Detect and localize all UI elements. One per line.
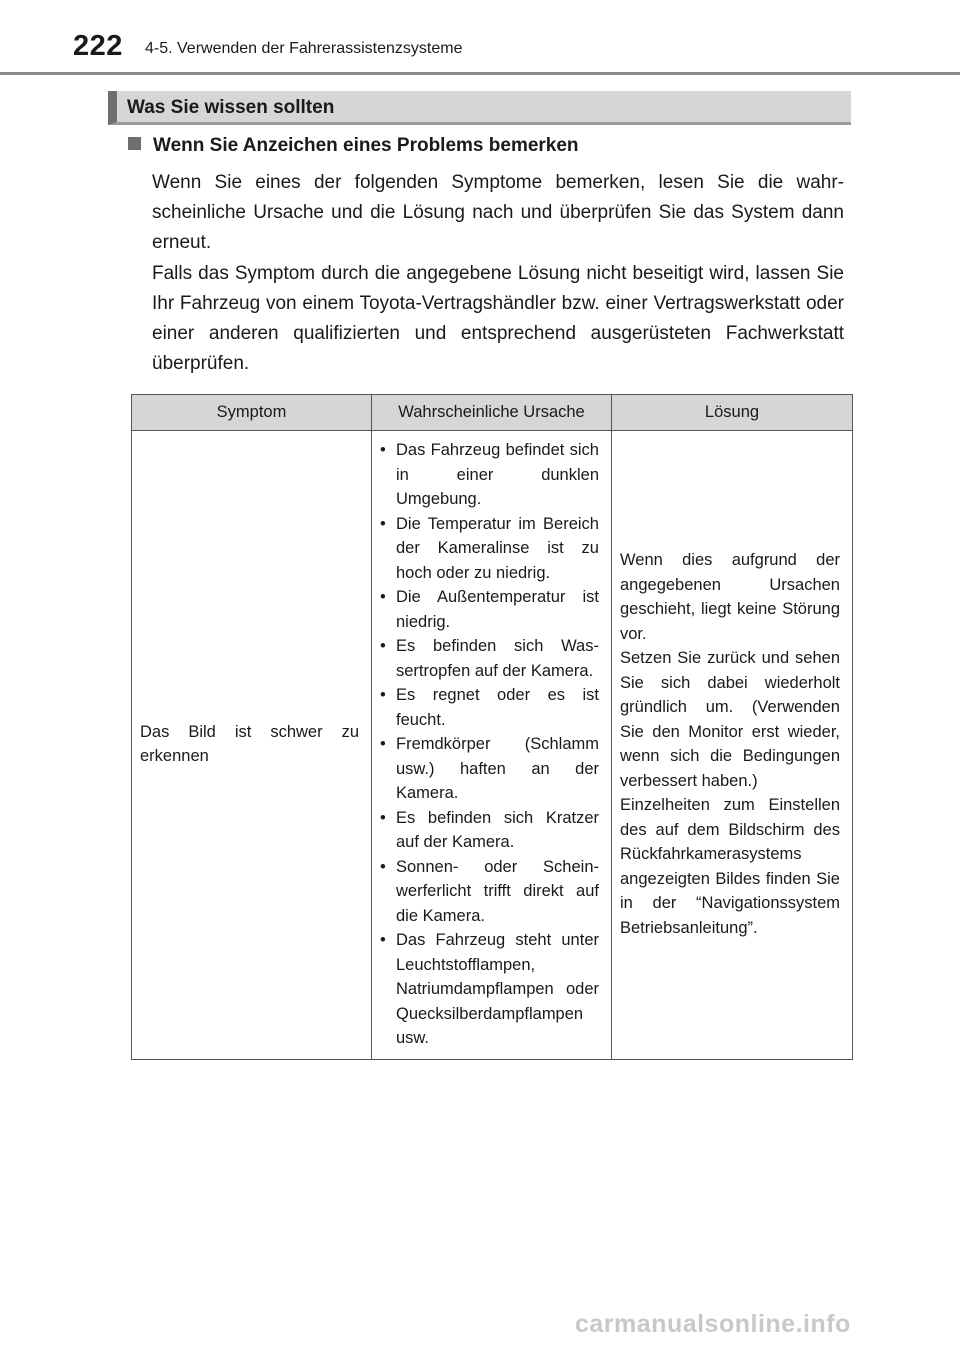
cause-list [380,438,599,1051]
list-item: • Sonnen- oder Scheinwerferlicht trifft direkt auf die Kamera. [380,855,599,929]
solution-text: Einzelheiten zum Einstellen des auf dem Bildschirm des Rückfahrkamerasystems angezeigten Bildes finden Sie in der “Navigationssystem Betriebsanleitung”. [620,796,840,937]
list-item: • Das Fahrzeug steht unter Leuchtstofflampen, Natriumdampflampen oder Quecksilberdampflampen usw. [380,928,599,1051]
list-item: • Die Temperatur im Bereich der Kameralinse ist zu hoch oder zu niedrig. [380,512,599,586]
list-item: • Fremdkörper (Schlamm usw.) haften an der Kamera. [380,732,599,806]
list-item: • Die Außentemperatur ist niedrig. [380,585,599,634]
section-title: Was Sie wissen sollten [127,97,335,118]
section-header [108,91,851,125]
list-item: • Es regnet oder es ist feucht. [380,683,599,732]
page-number: 222 [73,30,123,62]
paragraph-intro: Wenn Sie eines der folgenden Symptome bemerken, lesen Sie die wahrscheinliche Ursache und die Lösung nach und überprüfen Sie das System dann erneut. [152,172,844,253]
paragraph-dealer: Falls das Symptom durch die angegebene Lösung nicht beseitigt wird, lassen Sie Ihr Fahrzeug von einem Toyota-Vertragshändler bzw. einer Vertragswerkstatt oder einer anderen qualifizierten und entsprechend ausgerüsteten Fachwerkstatt überprüfen. [152,263,844,374]
symptom-cell: Das Bild ist schwer zu erkennen [132,431,372,1060]
column-header-cause: Wahrscheinliche Ursache [372,395,612,431]
cause-cell [372,431,612,1060]
solution-text: Setzen Sie zurück und sehen Sie sich dabei wiederholt gründlich um. (Verwenden Sie den Monitor erst wieder, wenn sich die Bedingungen verbessert haben.) [620,649,840,790]
solution-text: Wenn dies aufgrund der angegebenen Ursachen geschieht, liegt keine Störung vor. [620,551,840,643]
subheading [128,135,579,157]
list-item: • Das Fahrzeug befindet sich in einer dunklen Umgebung. [380,438,599,512]
chapter-title: 4-5. Verwenden der Fahrerassistenzsysteme [145,40,463,57]
list-item: • Es befinden sich Kratzer auf der Kamera. [380,806,599,855]
header-divider [0,72,960,75]
table-row [132,431,853,1060]
subheading-text: Wenn Sie Anzeichen eines Problems bemerken [153,135,579,156]
solution-cell [612,431,853,1060]
symptom-table [131,394,853,1060]
list-item: • Es befinden sich Wassertropfen auf der Kamera. [380,634,599,683]
table-header-row [132,395,853,431]
column-header-solution: Lösung [612,395,853,431]
square-bullet-icon [128,137,141,150]
column-header-symptom: Symptom [132,395,372,431]
watermark: carmanualsonline.info [575,1310,851,1338]
